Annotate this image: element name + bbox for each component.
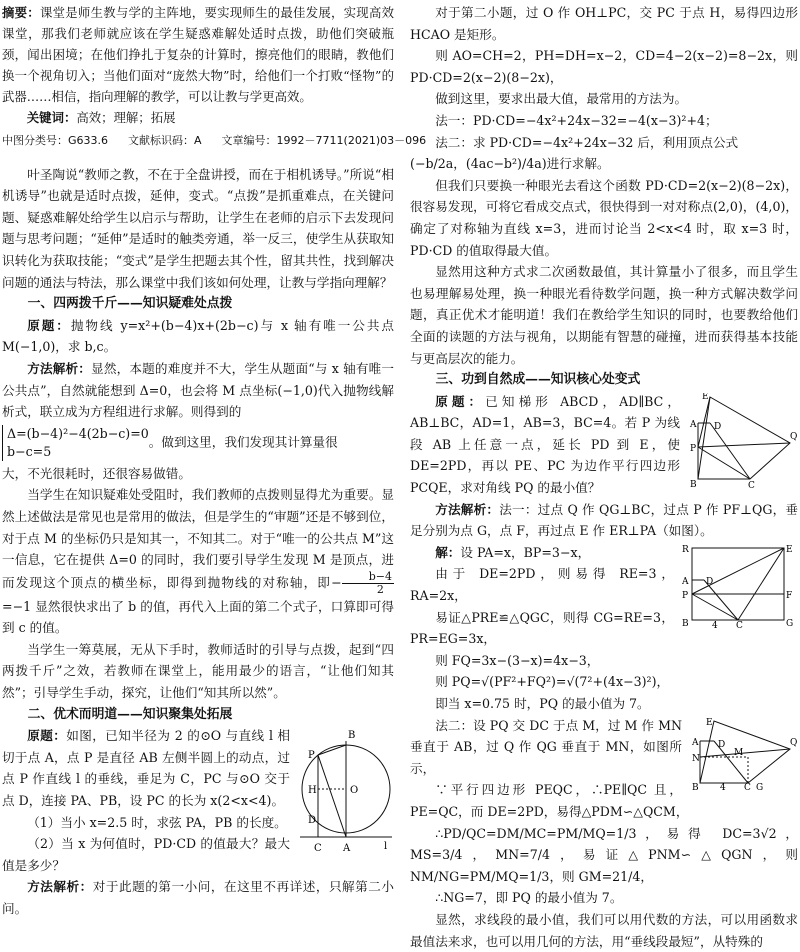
- label-H: H: [308, 785, 317, 797]
- t2-label-G: G: [786, 618, 794, 628]
- label-P: P: [308, 750, 315, 762]
- t3-label-M: M: [734, 747, 744, 758]
- circle-figure: [298, 727, 394, 859]
- method-2-label: 方法解析：: [27, 879, 93, 895]
- article-number: 文章编号：1992－7711(2021)03－096: [221, 134, 427, 147]
- question-2: （2）当 x 为何值时，PD·CD 的值最大？最大值是多少？: [2, 836, 290, 873]
- circle-diagram: [298, 727, 394, 859]
- t1-label-E: E: [702, 392, 709, 402]
- t1-label-B: B: [690, 479, 697, 489]
- section-1-title: 一、四两拨千斤——知识疑难处点拨: [27, 296, 233, 312]
- t2-label-C: C: [736, 620, 743, 628]
- trapezoid-figure-3: [690, 717, 798, 791]
- problem-3-label: 原题：: [435, 393, 486, 409]
- teaching-1-tail: =−1 显然很快求出了 b 的值，再代入上面的第二个式子，口算即可得到 c 的值。: [2, 598, 394, 636]
- t1-label-P: P: [690, 443, 697, 454]
- abstract: [2, 2, 394, 107]
- right-paragraph-6: 但我们只要换一种眼光去看这个函数 PD·CD=2(x−2)(8−2x)，很容易发现，可将它看成交点式，很快得到一对对称点(2,0)，(4,0)，确定了对称轴为直线 x=3，进而讨论当 2<x<4 时，取 x=3 时，PD·CD 的值取得最大值。: [410, 177, 798, 258]
- teaching-paragraph-2: 当学生一筹莫展，无从下手时，教师适时的引导与点拨，起到“四两拨千斤”之效，若教师在课堂上，能用最少的语言，“让他们知其然”；引导学生手动，探究，让他们“知其所以然”。: [2, 641, 394, 701]
- method-1-text: 显然，本题的难度并不大，学生从题面“与 x 轴有唯一公共点”，自然就能想到 Δ=0，也会将 M 点坐标(−1,0)代入抛物线解析式，联立成为方程组进行求解。则得到的: [2, 360, 394, 420]
- section-2-title: 二、优术而明道——知识聚集处拓展: [27, 706, 233, 722]
- problem-1-text: 抛物线 y=x²+(b−4)x+(2b−c)与 x 轴有唯一公共点 M(−1,0)，求 b,c。: [2, 317, 395, 355]
- question-1: （1）当小 x=2.5 时，求弦 PA，PB 的长度。: [27, 814, 287, 830]
- t2-label-R: R: [682, 544, 689, 555]
- equation-1: Δ=(b−4)²−4(2b−c)=0: [7, 425, 149, 441]
- teaching-1-text: 当学生在知识疑难处受阻时，我们教师的点拨则显得尤为重要。显然上述做法是常见也是常用的做法，但是学生的“审题”还是不够到位，对于点 M 的坐标仍只是知其一，不知其二。对于“唯一的公共点 M”这一信息，它在提供 Δ=0 的同时，我们要引导学生发现 M 是顶点，进而发现这个顶点的横坐标，即得到抛物线的对称轴，即−: [2, 487, 394, 590]
- equation-2: b−c=5: [7, 443, 52, 459]
- method-3: [410, 499, 798, 542]
- method-1-tail: 大，不光很耗时，还很容易做错。: [2, 465, 191, 481]
- keywords: [2, 107, 394, 128]
- t2-label-E: E: [786, 544, 793, 555]
- method-two-step-2: ∴PD/QC=DM/MC=PM/MQ=1/3，易得 DC=3√2，MS=3/4，MN=7/4，易证△PNM∽△QGN，则 NM/NG=PM/MQ=1/3，则 GM=21/4，: [410, 825, 798, 884]
- t3-label-D: D: [718, 739, 726, 750]
- problem-1-label: 原题：: [27, 317, 71, 333]
- fraction-denominator: 2: [376, 582, 384, 596]
- t3-label-A: A: [692, 737, 699, 748]
- label-A: A: [343, 843, 351, 855]
- method-3-label: 方法解析：: [435, 501, 500, 517]
- solution-2: 由于 DE=2PD，则易得 RE=3，RA=2x，: [410, 566, 674, 604]
- trapezoid-diagram-1: [688, 393, 798, 489]
- classification-line: [2, 130, 427, 152]
- solution-5: 则 PQ=√(PF²+FQ²)=√(7²+(4x−3)²)，: [435, 674, 670, 690]
- method-3-text: 法一：过点 Q 作 QG⊥BC，过点 P 作 PF⊥QG，垂足分别为点 G，点 F，再过点 E 作 ER⊥PA（如图）。: [410, 501, 798, 539]
- keywords-label: 关键词：: [26, 110, 77, 125]
- method-2: [2, 876, 394, 919]
- equation-system-line: [2, 423, 394, 463]
- trapezoid-diagram-2: [682, 544, 798, 628]
- right-column: [410, 2, 798, 952]
- problem-2-label: 原题：: [27, 728, 67, 744]
- t3-label-B: B: [692, 782, 699, 791]
- method-two-step-1: ∵平行四边形 PEQC，∴PE∥QC 且，PE=QC，而 DE=2PD，易得△PDM∽△QCM，: [410, 782, 689, 819]
- t2-label-F: F: [786, 590, 793, 601]
- trapezoid-figure-2: [682, 544, 798, 628]
- fraction-axis: [342, 571, 394, 596]
- method-1-label: 方法解析：: [27, 360, 92, 376]
- right-paragraph-2: 则 AO=CH=2，PH=DH=x−2，CD=4−2(x−2)=8−2x，则 PD·CD=2(x−2)(8−2x)，: [410, 48, 798, 85]
- t3-label-4: 4: [720, 782, 726, 791]
- abstract-label: 摘要：: [2, 5, 40, 20]
- solution-label: 解：: [435, 544, 461, 560]
- t3-label-Q: Q: [790, 737, 798, 748]
- t3-label-G: G: [756, 782, 764, 791]
- left-column: [2, 2, 427, 920]
- problem-3-text: 已知梯形 ABCD，AD∥BC，AB⊥BC，AD=1，AB=3，BC=4。若 P 为线段 AB 上任意一点，延长 PD 到 E，使 DE=2PD，再以 PE、PC 为边作平行四边形 PCQE，求对角线 PQ 的最小值？: [410, 393, 680, 496]
- right-paragraph-3: 做到这里，要求出最大值，最常用的方法为。: [435, 91, 688, 107]
- t1-label-C: C: [748, 480, 755, 489]
- section-3-title: 三、功到自然成——知识核心处变式: [435, 372, 641, 388]
- equation-system: [2, 425, 149, 461]
- t1-label-D: D: [714, 421, 722, 432]
- equation-system-after: 。做到这里，我们发现其计算量很: [148, 434, 338, 450]
- t2-label-B: B: [682, 618, 689, 628]
- method-1: [2, 358, 394, 423]
- trapezoid-figure-1: [688, 393, 798, 489]
- label-C: C: [314, 843, 322, 855]
- label-B: B: [348, 730, 356, 742]
- method-2-text: 对于此题的第一小问，在这里不再详述，只解第二小问。: [2, 879, 395, 916]
- t2-label-D: D: [706, 576, 714, 587]
- solution-6: 即当 x=0.75 时，PQ 的最小值为 7。: [435, 696, 650, 711]
- class-number: 中图分类号：G633.6: [2, 134, 109, 147]
- doc-code: 文献标识码：A: [128, 134, 202, 147]
- t3-label-N: N: [692, 753, 700, 764]
- t3-label-C: C: [744, 782, 751, 791]
- label-D: D: [308, 815, 317, 827]
- label-O: O: [350, 785, 359, 797]
- fraction-numerator: b−4: [342, 571, 394, 584]
- problem-2-text: 如图，已知半径为 2 的⊙O 与直线 l 相切于点 A，点 P 是直径 AB 左侧半圆上的动点，过点 P 作直线 l 的垂线，垂足为 C，PC 与⊙O 交于点 D，连接 PA、PB，设 PC 的长为 x(2<x<4)。: [2, 728, 291, 809]
- problem-1: [2, 315, 394, 358]
- right-paragraph-7: 显然用这种方式求二次函数最值，其计算量小了很多，而且学生也易理解易处理，换一种眼光看待数学问题，换一种方式解决数学问题，真正优术才能明道！我们在教给学生知识的同时，也要教给他们全面的读题的方法与视角，以期能有智慧的碰撞，进而获得基本技能与更高层次的能力。: [410, 264, 798, 366]
- solution-4: 则 FQ=3x−(3−x)=4x−3，: [435, 652, 600, 668]
- solution-3: 易证△PRE≌△QGC，则得 CG=RE=3，PR=EG=3x，: [410, 609, 674, 647]
- solution-1-text: 设 PA=x，BP=3−x，: [460, 544, 591, 560]
- t2-label-P: P: [682, 590, 689, 601]
- teaching-paragraph-1: [2, 484, 394, 639]
- method-one: 法一：PD·CD=−4x²+24x−32=−4(x−3)²+4；: [435, 112, 718, 128]
- t3-label-E: E: [706, 717, 713, 728]
- abstract-text: 课堂是师生教与学的主阵地，要实现师生的最佳发展，实现高效课堂，那我们老师就应该在学生疑惑难解处适时点拨，助他们突破瓶颈，闻出困境；在他们挣扎于复杂的计算时，擦亮他们的眼睛，教他们换一个视角切入；当他们面对“庞然大物”时，给他们一个打败“怪物”的武器……相信，指向理解的教学，可以让教与学更高效。: [2, 5, 395, 104]
- intro-paragraph: 叶圣陶说“教师之教，不在于全盘讲授，而在于相机诱导。”所说“相机诱导”也就是适时点拨，延伸，变式。“点拨”是抓重难点，在关键问题、疑惑难解处给学生以启示与帮助，让学生在老师的启示下去发现问题与思考问题；“延伸”是适时的触类旁通，举一反三，使学生从获取知识转化为获取技能；“变式”是学生把题去其个性，留其共性，找到解决问题的通法与特法，那么课堂中我们该如何处理，让教与学指向理解？: [2, 166, 394, 290]
- method-two-geometry: 法二：设 PQ 交 DC 于点 M，过 M 作 MN 垂直于 AB，过 Q 作 QG 垂直于 MN，如图所示，: [410, 717, 682, 776]
- method-two: 法二：求 PD·CD=−4x²+24x−32 后，利用顶点公式: [435, 134, 739, 150]
- trapezoid-diagram-3: [690, 717, 798, 791]
- right-last-paragraph: 显然，求线段的最小值，我们可以用代数的方法，可以用函数求最值法来求，也可以用几何的方法，用“垂线段最短”，从特殊的: [410, 911, 798, 949]
- method-two-step-3: ∴NG=7，即 PQ 的最小值为 7。: [435, 890, 623, 906]
- keywords-text: 高效；理解；拓展: [76, 110, 176, 125]
- t2-label-4: 4: [712, 620, 718, 628]
- vertex-formula: (−b/2a，(4ac−b²)/4a)进行求解。: [410, 156, 610, 172]
- t1-label-Q: Q: [790, 431, 798, 442]
- t2-label-A: A: [682, 576, 689, 587]
- right-paragraph-1: 对于第二小题，过 O 作 OH⊥PC，交 PC 于点 H，易得四边形 HCAO 是矩形。: [410, 5, 798, 42]
- label-l: l: [384, 841, 388, 853]
- t1-label-A: A: [690, 419, 697, 430]
